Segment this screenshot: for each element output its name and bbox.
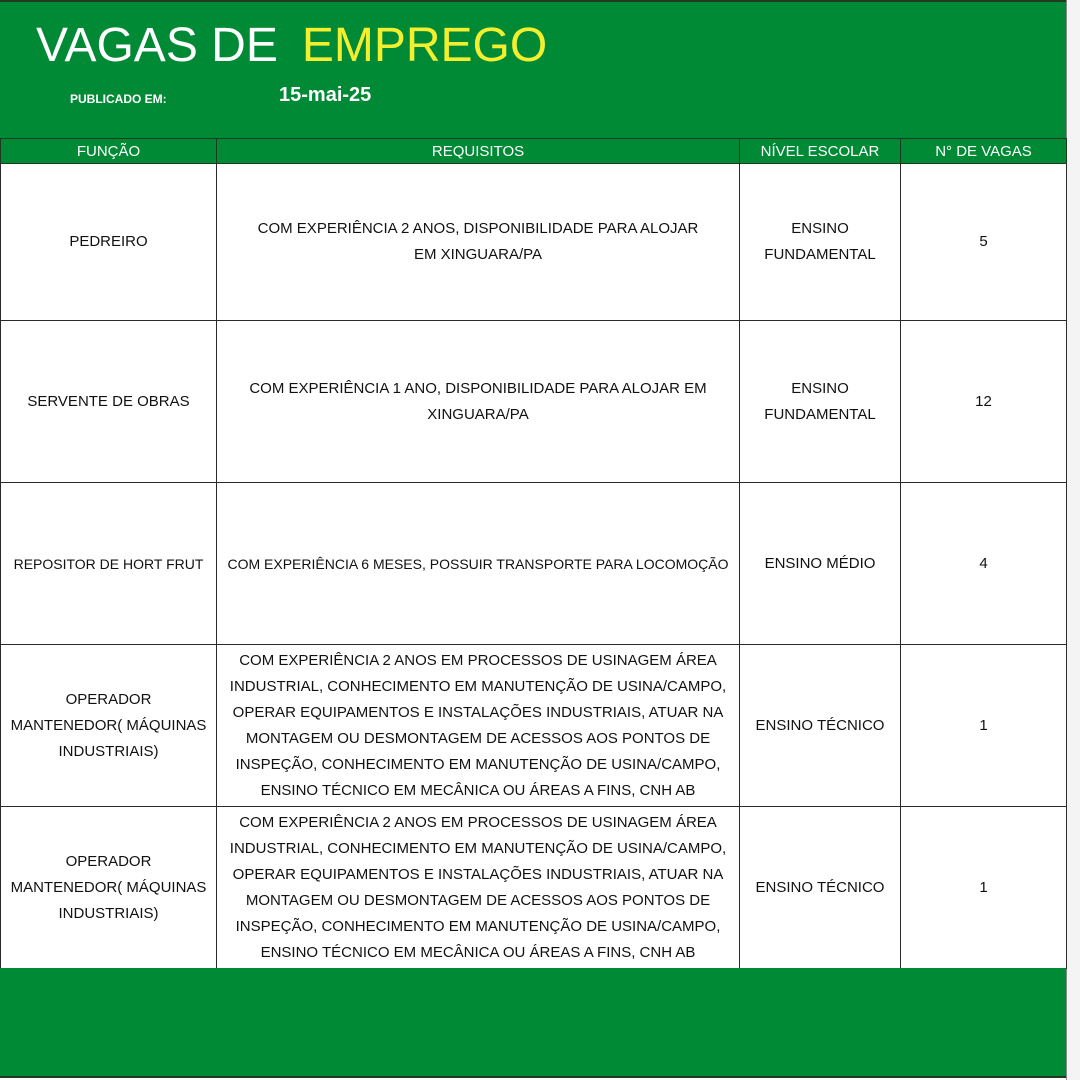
table-row xyxy=(1,645,1067,807)
column-header-nivel: NÍVEL ESCOLAR xyxy=(740,139,901,164)
cell-requisitos: COM EXPERIÊNCIA 2 ANOS EM PROCESSOS DE USINAGEM ÁREA INDUSTRIAL, CONHECIMENTO EM MANUTENÇÃO DE USINA/CAMPO, OPERAR EQUIPAMENTOS E INSTALAÇÕES INDUSTRIAIS, ATUAR NA MONTAGEM OU DESMONTAGEM DE ACESSOS AOS PONTOS DE INSPEÇÃO, CONHECIMENTO EM MANUTENÇÃO DE USINA/CAMPO, ENSINO TÉCNICO EM MECÂNICA OU ÁREAS A FINS, CNH AB xyxy=(217,645,740,807)
table-row xyxy=(1,321,1067,483)
cell-vagas: 12 xyxy=(901,321,1067,483)
cell-requisitos: COM EXPERIÊNCIA 2 ANOS, DISPONIBILIDADE PARA ALOJAR EM XINGUARA/PA xyxy=(217,164,740,321)
title-part-yellow: EMPREGO xyxy=(301,19,548,72)
cell-requisitos: COM EXPERIÊNCIA 1 ANO, DISPONIBILIDADE PARA ALOJAR EM XINGUARA/PA xyxy=(217,321,740,483)
footer-banner xyxy=(0,968,1066,1078)
header-banner xyxy=(0,0,1066,138)
page-edge xyxy=(1066,0,1080,1080)
page-title xyxy=(36,16,547,76)
cell-nivel: ENSINO TÉCNICO xyxy=(740,807,901,969)
published-label: PUBLICADO EM: xyxy=(70,92,167,106)
cell-requisitos: COM EXPERIÊNCIA 2 ANOS EM PROCESSOS DE USINAGEM ÁREA INDUSTRIAL, CONHECIMENTO EM MANUTENÇÃO DE USINA/CAMPO, OPERAR EQUIPAMENTOS E INSTALAÇÕES INDUSTRIAIS, ATUAR NA MONTAGEM OU DESMONTAGEM DE ACESSOS AOS PONTOS DE INSPEÇÃO, CONHECIMENTO EM MANUTENÇÃO DE USINA/CAMPO, ENSINO TÉCNICO EM MECÂNICA OU ÁREAS A FINS, CNH AB xyxy=(217,807,740,969)
table-row xyxy=(1,807,1067,969)
cell-vagas: 1 xyxy=(901,807,1067,969)
column-header-funcao: FUNÇÃO xyxy=(1,139,217,164)
cell-funcao: REPOSITOR DE HORT FRUT xyxy=(1,483,217,645)
table-row xyxy=(1,483,1067,645)
title-part-white: VAGAS DE xyxy=(36,19,278,72)
cell-vagas: 4 xyxy=(901,483,1067,645)
column-header-vagas: N° DE VAGAS xyxy=(901,139,1067,164)
cell-funcao: PEDREIRO xyxy=(1,164,217,321)
cell-vagas: 1 xyxy=(901,645,1067,807)
jobs-table xyxy=(0,138,1067,969)
cell-vagas: 5 xyxy=(901,164,1067,321)
cell-funcao: OPERADOR MANTENEDOR( MÁQUINAS INDUSTRIAIS) xyxy=(1,645,217,807)
cell-nivel: ENSINO MÉDIO xyxy=(740,483,901,645)
cell-funcao: OPERADOR MANTENEDOR( MÁQUINAS INDUSTRIAIS) xyxy=(1,807,217,969)
cell-nivel: ENSINO FUNDAMENTAL xyxy=(740,164,901,321)
cell-nivel: ENSINO FUNDAMENTAL xyxy=(740,321,901,483)
table-header-row xyxy=(1,139,1067,164)
published-date: 15-mai-25 xyxy=(279,84,372,106)
cell-nivel: ENSINO TÉCNICO xyxy=(740,645,901,807)
cell-requisitos: COM EXPERIÊNCIA 6 MESES, POSSUIR TRANSPORTE PARA LOCOMOÇÃO xyxy=(217,483,740,645)
cell-funcao: SERVENTE DE OBRAS xyxy=(1,321,217,483)
column-header-requisitos: REQUISITOS xyxy=(217,139,740,164)
table-row xyxy=(1,164,1067,321)
